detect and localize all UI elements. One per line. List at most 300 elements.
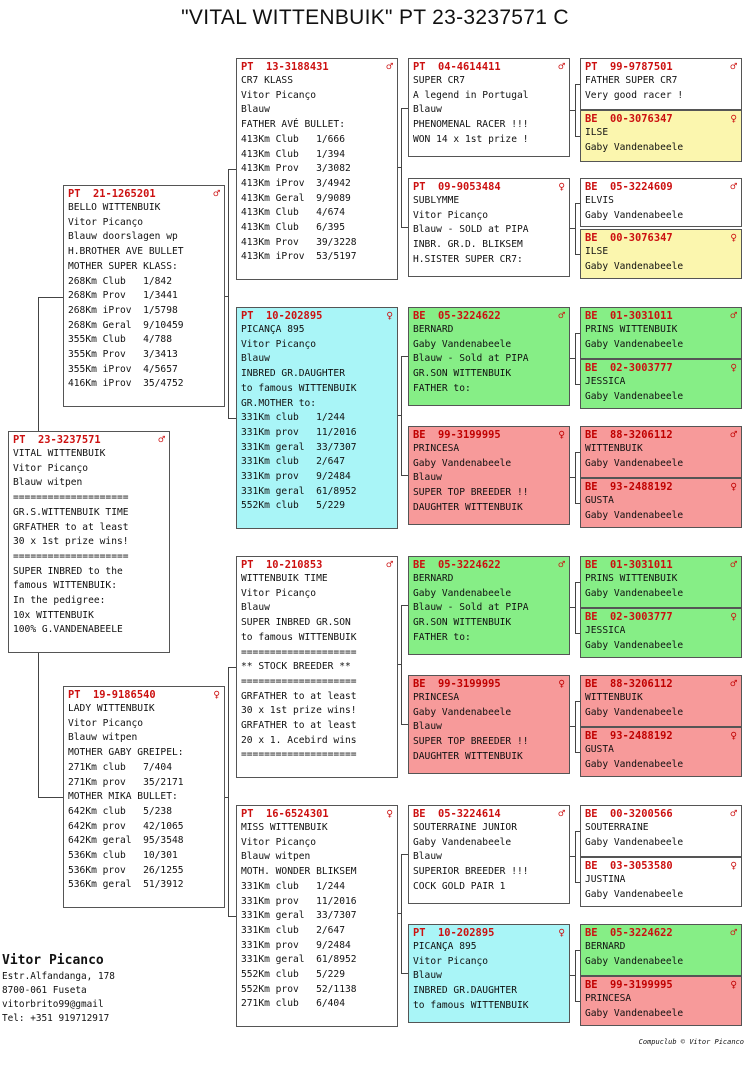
card-line: 331Km geral 33/7307: [241, 910, 357, 922]
card-line: SUPERIOR BREEDER !!!: [413, 866, 529, 878]
pigeon-card-h9: [580, 556, 742, 608]
card-line: 331Km geral 61/8952: [241, 485, 357, 497]
pigeon-card-h14: [580, 857, 742, 907]
card-line: 536Km club 10/301: [68, 850, 178, 862]
pigeon-card-h13: [580, 805, 742, 857]
ring-number: BE 05-3224614: [413, 807, 501, 820]
card-line: GR.SON WITTENBUIK: [413, 617, 512, 629]
pigeon-card-subject: [8, 431, 170, 653]
connector-line: [401, 475, 408, 476]
card-line: Gaby Vandenabeele: [585, 509, 684, 521]
ring-number: BE 88-3206112: [585, 677, 673, 690]
card-line: 413Km Geral 9/9089: [241, 192, 351, 204]
ring-number: PT 04-4614411: [413, 60, 501, 73]
connector-line: [228, 418, 236, 419]
card-line: Gaby Vandenabeele: [585, 209, 684, 221]
card-header: [68, 688, 220, 702]
connector-line: [401, 605, 402, 724]
card-line: BERNARD: [413, 324, 454, 335]
ring-number: BE 05-3224622: [585, 926, 673, 939]
connector-line: [398, 415, 401, 416]
card-line: 331Km club 1/244: [241, 412, 345, 424]
connector-line: [570, 110, 575, 111]
card-line: FATHER to:: [413, 382, 471, 394]
card-line: 100% G.VANDENABEELE: [13, 624, 123, 636]
card-line: Blauw witpen: [13, 477, 83, 489]
card-line: Gaby Vandenabeele: [585, 457, 684, 469]
male-icon: ♂: [730, 60, 737, 73]
card-line: SUPER TOP BREEDER !!: [413, 487, 529, 499]
card-line: Blauw witpen: [68, 732, 138, 744]
card-line: H.BROTHER AVE BULLET: [68, 246, 184, 258]
card-line: Gaby Vandenabeele: [413, 587, 512, 599]
connector-line: [401, 854, 408, 855]
ring-number: BE 05-3224622: [413, 558, 501, 571]
card-line: BERNARD: [585, 941, 626, 952]
card-line: 331Km prov 9/2484: [241, 939, 351, 951]
pigeon-card-h12: [580, 727, 742, 777]
card-line: 331Km prov 11/2016: [241, 426, 357, 438]
pigeon-card-g4: [408, 426, 570, 525]
connector-line: [401, 854, 402, 973]
card-line: 331Km geral 33/7307: [241, 441, 357, 453]
card-line: Gaby Vandenabeele: [585, 141, 684, 153]
connector-line: [401, 724, 408, 725]
card-line: PHENOMENAL RACER !!!: [413, 119, 529, 131]
card-line: Gaby Vandenabeele: [413, 706, 512, 718]
owner-address-1: Estr.Alfandanga, 178: [2, 971, 115, 982]
connector-line: [570, 726, 575, 727]
connector-line: [575, 203, 576, 254]
female-icon: ♀: [730, 859, 737, 872]
card-line: 20 x 1. Acebird wins: [241, 734, 357, 746]
card-line: 413Km Club 6/395: [241, 222, 345, 234]
ring-number: PT 13-3188431: [241, 60, 329, 73]
card-line: Gaby Vandenabeele: [413, 338, 512, 350]
card-line: Vitor Picanço: [13, 462, 89, 474]
connector-line: [570, 975, 575, 976]
card-line: Very good racer !: [585, 89, 684, 101]
card-line: CR7 KLASS: [241, 75, 293, 86]
ring-number: PT 23-3237571: [13, 433, 101, 446]
ring-number: PT 16-6524301: [241, 807, 329, 820]
card-line: ILSE: [585, 246, 609, 257]
card-line: SOUTERRAINE: [585, 822, 649, 833]
card-line: 552Km club 5/229: [241, 969, 345, 981]
card-line: 413Km Club 1/394: [241, 148, 345, 160]
card-line: Vitor Picanço: [68, 717, 144, 729]
connector-line: [38, 797, 63, 798]
card-line: 552Km prov 52/1138: [241, 983, 357, 995]
male-icon: ♂: [730, 428, 737, 441]
owner-contact: [2, 952, 115, 1026]
card-line: Gaby Vandenabeele: [585, 758, 684, 770]
card-line: 413Km Club 4/674: [241, 207, 345, 219]
card-line: SUBLYMME: [413, 195, 460, 206]
card-header: [585, 610, 737, 624]
card-line: MOTHER GABY GREIPEL:: [68, 747, 184, 759]
card-line: SUPER TOP BREEDER !!: [413, 736, 529, 748]
connector-line: [575, 950, 576, 1001]
connector-line: [398, 913, 401, 914]
card-header: [585, 361, 737, 375]
ring-number: PT 99-9787501: [585, 60, 673, 73]
card-line: 10x WITTENBUIK: [13, 609, 94, 621]
card-line: MOTHER SUPER KLASS:: [68, 260, 178, 272]
connector-line: [570, 607, 575, 608]
card-line: Gaby Vandenabeele: [585, 888, 684, 900]
card-line: Blauw: [413, 104, 442, 116]
card-line: PICANÇA 895: [241, 324, 305, 335]
card-header: [585, 558, 737, 572]
footer-credit: Compuclub © Vitor Picanco: [638, 1038, 744, 1046]
male-icon: ♂: [558, 60, 565, 73]
pigeon-card-h1: [580, 58, 742, 110]
card-line: to famous WITTENBUIK: [241, 382, 357, 394]
pigeon-card-h8: [580, 478, 742, 528]
card-line: 271Km prov 35/2171: [68, 776, 184, 788]
card-line: Blauw - Sold at PIPA: [413, 602, 529, 614]
card-line: Vitor Picanço: [241, 836, 317, 848]
card-line: to famous WITTENBUIK: [413, 999, 529, 1011]
card-line: Vitor Picanço: [241, 338, 317, 350]
card-line: MISS WITTENBUIK: [241, 822, 328, 833]
ring-number: BE 02-3003777: [585, 610, 673, 623]
ring-number: BE 99-3199995: [413, 428, 501, 441]
ring-number: BE 93-2488192: [585, 480, 673, 493]
female-icon: ♀: [386, 309, 393, 322]
male-icon: ♂: [386, 558, 393, 571]
card-line: 536Km prov 26/1255: [68, 864, 184, 876]
card-header: [585, 480, 737, 494]
connector-line: [38, 297, 63, 298]
female-icon: ♀: [730, 480, 737, 493]
card-header: [241, 309, 393, 323]
connector-line: [228, 169, 236, 170]
card-line: 416Km iProv 35/4752: [68, 378, 184, 390]
connector-line: [401, 605, 408, 606]
connector-line: [401, 356, 402, 475]
male-icon: ♂: [730, 677, 737, 690]
card-line: 355Km Prov 3/3413: [68, 349, 178, 361]
card-line: Gaby Vandenabeele: [585, 706, 684, 718]
card-header: [585, 428, 737, 442]
card-line: Vitor Picanço: [241, 587, 317, 599]
card-line: In the pedigree:: [13, 595, 106, 607]
card-line: ====================: [13, 492, 129, 504]
card-line: Gaby Vandenabeele: [585, 260, 684, 272]
card-line: Blauw doorslagen wp: [68, 231, 178, 243]
card-line: PRINCESA: [413, 692, 460, 703]
pigeon-card-dam-dam: [236, 805, 398, 1027]
male-icon: ♂: [386, 60, 393, 73]
card-header: [585, 807, 737, 821]
pigeon-card-h7: [580, 426, 742, 478]
pigeon-card-h16: [580, 976, 742, 1026]
card-line: GRFATHER to at least: [241, 690, 357, 702]
card-line: WON 14 x 1st prize !: [413, 133, 529, 145]
card-header: [413, 428, 565, 442]
ring-number: BE 00-3200566: [585, 807, 673, 820]
male-icon: ♂: [730, 807, 737, 820]
card-line: H.SISTER SUPER CR7:: [413, 253, 523, 265]
ring-number: BE 00-3076347: [585, 231, 673, 244]
card-line: Gaby Vandenabeele: [585, 955, 684, 967]
card-header: [413, 60, 565, 74]
female-icon: ♀: [730, 978, 737, 991]
card-line: Gaby Vandenabeele: [585, 390, 684, 402]
card-header: [413, 558, 565, 572]
male-icon: ♂: [558, 309, 565, 322]
ring-number: PT 10-210853: [241, 558, 323, 571]
ring-number: BE 02-3003777: [585, 361, 673, 374]
ring-number: BE 88-3206112: [585, 428, 673, 441]
pigeon-card-g7: [408, 805, 570, 904]
card-line: ====================: [241, 675, 357, 687]
card-line: 413Km Prov 3/3082: [241, 163, 351, 175]
card-header: [585, 231, 737, 245]
female-icon: ♀: [730, 361, 737, 374]
ring-number: BE 01-3031011: [585, 309, 673, 322]
card-line: Gaby Vandenabeele: [585, 639, 684, 651]
card-line: Blauw witpen: [241, 851, 311, 863]
ring-number: BE 99-3199995: [413, 677, 501, 690]
card-line: 536Km geral 51/3912: [68, 879, 184, 891]
card-header: [241, 558, 393, 572]
card-line: Blauw - SOLD at PIPA: [413, 224, 529, 236]
card-header: [413, 309, 565, 323]
pigeon-card-g5: [408, 556, 570, 655]
male-icon: ♂: [730, 926, 737, 939]
ring-number: PT 19-9186540: [68, 688, 156, 701]
connector-line: [228, 916, 236, 917]
pigeon-card-sire-sire: [236, 58, 398, 280]
card-line: 355Km Club 4/788: [68, 334, 172, 346]
pigeon-card-sire: [63, 185, 225, 407]
connector-line: [575, 582, 576, 633]
pigeon-card-h5: [580, 307, 742, 359]
card-line: FATHER AVÉ BULLET:: [241, 119, 345, 131]
card-line: Blauw: [413, 721, 442, 733]
ring-number: PT 10-202895: [241, 309, 323, 322]
connector-line: [228, 169, 229, 418]
card-line: Gaby Vandenabeele: [413, 836, 512, 848]
owner-name: Vitor Picanco: [2, 953, 104, 968]
connector-line: [398, 167, 401, 168]
card-line: 271Km club 7/404: [68, 761, 172, 773]
card-line: ====================: [241, 749, 357, 761]
card-line: SUPER INBRED GR.SON: [241, 617, 351, 629]
male-icon: ♂: [730, 558, 737, 571]
card-line: Gaby Vandenabeele: [585, 836, 684, 848]
card-line: Gaby Vandenabeele: [585, 587, 684, 599]
card-header: [413, 807, 565, 821]
card-header: [585, 978, 737, 992]
male-icon: ♂: [730, 180, 737, 193]
connector-line: [401, 108, 408, 109]
card-line: JESSICA: [585, 376, 626, 387]
card-line: LADY WITTENBUIK: [68, 703, 155, 714]
connector-line: [401, 973, 408, 974]
card-line: GR.S.WITTENBUIK TIME: [13, 506, 129, 518]
card-line: PICANÇA 895: [413, 941, 477, 952]
card-line: FATHER to:: [413, 631, 471, 643]
ring-number: BE 93-2488192: [585, 729, 673, 742]
pigeon-card-h6: [580, 359, 742, 409]
pigeon-card-h15: [580, 924, 742, 976]
ring-number: BE 05-3224622: [413, 309, 501, 322]
card-line: 30 x 1st prize wins!: [241, 705, 357, 717]
card-line: 268Km iProv 1/5798: [68, 304, 178, 316]
card-header: [585, 180, 737, 194]
female-icon: ♀: [213, 688, 220, 701]
connector-line: [38, 297, 39, 431]
card-header: [585, 60, 737, 74]
card-line: WITTENBUIK: [585, 443, 643, 454]
card-line: SOUTERRAINE JUNIOR: [413, 822, 517, 833]
card-header: [413, 180, 565, 194]
female-icon: ♀: [558, 428, 565, 441]
page-title: "VITAL WITTENBUIK" PT 23-3237571 C: [181, 6, 569, 29]
connector-line: [38, 653, 39, 798]
card-line: GRFATHER to at least: [13, 521, 129, 533]
card-header: [585, 677, 737, 691]
card-line: Blauw: [413, 851, 442, 863]
card-line: Blauw: [241, 104, 270, 116]
owner-email: vitorbrito99@gmail: [2, 999, 104, 1010]
card-line: DAUGHTER WITTENBUIK: [413, 750, 523, 762]
card-line: INBRED GR.DAUGHTER: [413, 985, 517, 997]
card-line: GRFATHER to at least: [241, 720, 357, 732]
card-line: VITAL WITTENBUIK: [13, 448, 106, 459]
card-header: [585, 859, 737, 873]
pigeon-card-h2: [580, 110, 742, 162]
card-line: A legend in Portugal: [413, 89, 529, 101]
card-line: GUSTA: [585, 744, 614, 755]
card-header: [585, 729, 737, 743]
card-line: WITTENBUIK TIME: [241, 573, 328, 584]
female-icon: ♀: [386, 807, 393, 820]
card-line: JUSTINA: [585, 874, 626, 885]
connector-line: [575, 333, 576, 384]
ring-number: BE 99-3199995: [585, 978, 673, 991]
pigeon-card-sire-dam: [236, 307, 398, 529]
card-line: PRINCESA: [585, 993, 632, 1004]
card-line: 331Km club 1/244: [241, 880, 345, 892]
connector-line: [575, 831, 576, 882]
card-line: 331Km geral 61/8952: [241, 954, 357, 966]
card-line: ** STOCK BREEDER **: [241, 661, 351, 673]
card-line: 642Km club 5/238: [68, 805, 172, 817]
card-line: COCK GOLD PAIR 1: [413, 880, 506, 892]
connector-line: [225, 797, 228, 798]
male-icon: ♂: [558, 807, 565, 820]
connector-line: [401, 108, 402, 227]
card-line: 331Km club 2/647: [241, 924, 345, 936]
card-line: 268Km Prov 1/3441: [68, 290, 178, 302]
card-line: Blauw: [241, 353, 270, 365]
card-line: INBRED GR.DAUGHTER: [241, 368, 345, 380]
card-line: Blauw: [413, 472, 442, 484]
female-icon: ♀: [558, 677, 565, 690]
card-line: 413Km iProv 53/5197: [241, 251, 357, 263]
card-line: Gaby Vandenabeele: [413, 457, 512, 469]
ring-number: BE 00-3076347: [585, 112, 673, 125]
card-line: Blauw: [241, 602, 270, 614]
card-line: 268Km Club 1/842: [68, 275, 172, 287]
pigeon-card-g3: [408, 307, 570, 406]
card-line: 413Km Club 1/666: [241, 133, 345, 145]
card-line: MOTH. WONDER BLIKSEM: [241, 866, 357, 878]
owner-phone: Tel: +351 919712917: [2, 1013, 110, 1024]
connector-line: [570, 228, 575, 229]
card-line: Vitor Picanço: [68, 216, 144, 228]
card-line: FATHER SUPER CR7: [585, 75, 678, 86]
connector-line: [575, 452, 576, 503]
pigeon-card-g2: [408, 178, 570, 277]
ring-number: PT 21-1265201: [68, 187, 156, 200]
card-line: 552Km club 5/229: [241, 500, 345, 512]
connector-line: [401, 227, 408, 228]
card-line: 30 x 1st prize wins!: [13, 536, 129, 548]
card-line: 331Km club 2/647: [241, 456, 345, 468]
connector-line: [570, 856, 575, 857]
pigeon-card-g6: [408, 675, 570, 774]
card-line: PRINS WITTENBUIK: [585, 573, 678, 584]
connector-line: [228, 667, 236, 668]
connector-line: [228, 667, 229, 916]
card-line: SUPER INBRED to the: [13, 565, 123, 577]
card-line: 331Km prov 11/2016: [241, 895, 357, 907]
female-icon: ♀: [730, 610, 737, 623]
card-line: 355Km iProv 4/5657: [68, 363, 178, 375]
card-line: 268Km Geral 9/10459: [68, 319, 184, 331]
ring-number: PT 09-9053484: [413, 180, 501, 193]
card-line: BELLO WITTENBUIK: [68, 202, 161, 213]
card-header: [413, 926, 565, 940]
pigeon-card-h3: [580, 178, 742, 227]
male-icon: ♂: [558, 558, 565, 571]
connector-line: [398, 664, 401, 665]
ring-number: BE 03-3053580: [585, 859, 673, 872]
card-line: 331Km prov 9/2484: [241, 471, 351, 483]
female-icon: ♀: [730, 112, 737, 125]
ring-number: BE 05-3224609: [585, 180, 673, 193]
card-line: to famous WITTENBUIK: [241, 631, 357, 643]
connector-line: [570, 477, 575, 478]
ring-number: BE 01-3031011: [585, 558, 673, 571]
owner-address-2: 8700-061 Fuseta: [2, 985, 87, 996]
card-line: WITTENBUIK: [585, 692, 643, 703]
connector-line: [570, 358, 575, 359]
female-icon: ♀: [558, 180, 565, 193]
connector-line: [575, 84, 576, 136]
card-line: famous WITTENBUIK:: [13, 580, 117, 592]
card-line: GUSTA: [585, 495, 614, 506]
connector-line: [401, 356, 408, 357]
card-line: ILSE: [585, 127, 609, 138]
card-line: ====================: [241, 646, 357, 658]
card-line: Blauw: [413, 970, 442, 982]
card-line: Blauw - Sold at PIPA: [413, 353, 529, 365]
card-line: INBR. GR.D. BLIKSEM: [413, 239, 523, 251]
card-header: [241, 807, 393, 821]
pigeon-card-dam-sire: [236, 556, 398, 778]
card-header: [68, 187, 220, 201]
male-icon: ♂: [213, 187, 220, 200]
card-line: ====================: [13, 550, 129, 562]
card-line: 413Km Prov 39/3228: [241, 236, 357, 248]
